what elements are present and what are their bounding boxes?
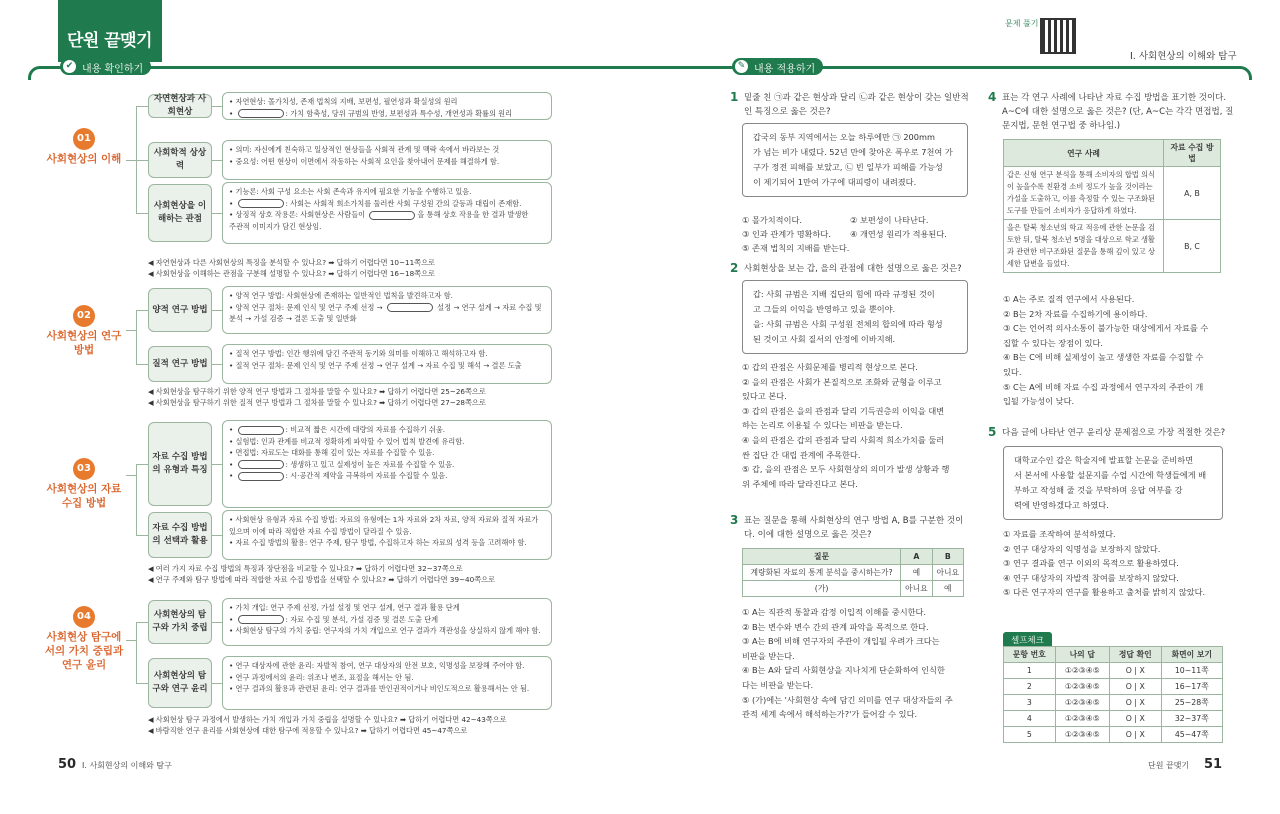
table-header: 나의 답 <box>1055 647 1109 663</box>
group-detail <box>222 598 552 646</box>
table-header-row <box>1004 140 1221 167</box>
detail-text: • <box>229 198 236 208</box>
chapter-title: Ⅰ. 사회현상의 이해와 탐구 <box>1130 51 1237 62</box>
passage-line: 이 제기되어 1만여 가구에 대피령이 내려졌다. <box>753 177 917 187</box>
passage-line: 을: 사회 규범은 사회 구성원 전체의 합의에 따라 형성 <box>753 319 943 329</box>
group-detail <box>222 286 552 334</box>
fill-blank[interactable] <box>238 199 284 208</box>
section-title: 사회현상의 이해 <box>46 153 122 165</box>
table-cell: ①②③④⑤ <box>1055 663 1109 679</box>
table-row <box>743 581 964 597</box>
connector-line <box>212 364 222 365</box>
unit-badge: 단원 끝맺기 <box>58 0 162 62</box>
table-cell: B, C <box>1164 220 1221 273</box>
content-check-pill: ✔ 내용 확인하기 <box>60 58 151 75</box>
group-label: 자료 수집 방법의 선택과 활용 <box>148 512 212 558</box>
detail-line <box>229 108 545 120</box>
passage-line: 부하고 작성해 줄 것을 부탁하며 응답 여부를 강 <box>1014 485 1183 495</box>
table-cell: 아니요 <box>932 565 963 581</box>
detail-text: • <box>229 471 236 480</box>
detail-line: • 양적 연구 방법: 사회현상에 존재하는 일반적인 법칙을 발견하고자 함. <box>229 291 453 300</box>
group-detail <box>222 344 552 384</box>
passage-line: 구가 정전 피해를 보았고, ㉡ 빈 일부가 피해를 가능성 <box>753 162 943 172</box>
table-cell: 1 <box>1004 663 1056 679</box>
answer-option: ② B는 2차 자료를 수집하기에 용이하다. <box>1003 308 1148 319</box>
self-check-line: ◀ 바람직한 연구 윤리를 사회현상에 대한 탐구에 적용할 수 있나요? ➡ 답하기 어렵다면 45~47쪽으로 <box>148 726 468 735</box>
group-detail <box>222 656 552 710</box>
table-row <box>1004 167 1221 220</box>
answer-option: ⑤ 다른 연구자의 연구를 활용하고 출처를 밝히지 않았다. <box>1003 587 1206 598</box>
connector-line <box>126 475 136 476</box>
answer-option: ③ C는 언어적 의사소통이 불가능한 대상에게서 자료를 수 <box>1003 323 1209 334</box>
question-stem: 표는 각 연구 사례에 나타난 자료 수집 방법을 표기한 것이다. <box>1002 93 1227 103</box>
check-icon: ✔ <box>63 60 76 73</box>
connector-line <box>126 330 136 331</box>
table-row <box>1004 663 1223 679</box>
question-number: 1 <box>730 90 739 104</box>
group-label: 사회학적 상상력 <box>148 142 212 178</box>
fill-blank[interactable] <box>238 109 284 118</box>
table-cell: ①②③④⑤ <box>1055 695 1109 711</box>
passage-line: 된 것이고 사회 질서의 안정에 이바지해. <box>753 334 896 344</box>
detail-line: 분석 → 가설 검증 → 결론 도출 및 일반화 <box>229 314 357 323</box>
detail-text: • 양적 연구 절차: 문제 인식 및 연구 주제 선정 → <box>229 302 385 312</box>
detail-line: • 면접법: 자료도는 대화를 통해 깊이 있는 자료를 수집할 수 있음. <box>229 448 435 457</box>
qr-label: 문제 풀기 <box>1005 19 1039 28</box>
detail-line: • 가치 개입: 연구 주제 선정, 가설 설정 및 연구 설계, 연구 결과 활용 단계 <box>229 603 460 612</box>
passage-line: 가 넘는 비가 내렸다. 52년 만에 찾아온 폭우로 7천여 가 <box>753 147 953 157</box>
question-stem: 인 특징으로 옳은 것은? <box>744 107 831 117</box>
detail-text: : 시·공간적 제약을 극복하여 자료를 수집할 수 있음. <box>285 471 448 480</box>
connector-line <box>212 310 222 311</box>
table-cell: (가) <box>743 581 901 597</box>
pencil-icon: ✎ <box>735 60 748 73</box>
detail-line: • 사회현상 유형과 자료 수집 방법: 자료의 유형에는 1차 자료와 2차 자료, 양적 자료와 질적 자료가 <box>229 515 539 524</box>
table-cell: 아니요 <box>901 581 932 597</box>
answer-option: ④ B는 C에 비해 실제성이 높고 생생한 자료를 수집할 수 <box>1003 352 1204 363</box>
detail-line <box>229 424 545 436</box>
footer-right-label: 단원 끝맺기 <box>1148 761 1190 770</box>
connector-line <box>136 622 137 683</box>
answer-option: 다는 비판을 받는다. <box>742 680 814 690</box>
qr-code-icon[interactable] <box>1040 18 1076 54</box>
table-cell: 16~17쪽 <box>1161 679 1222 695</box>
table-cell: 3 <box>1004 695 1056 711</box>
passage-box <box>742 123 968 197</box>
detail-text: • 상징적 상호 작용론: 사회현상은 사람들이 <box>229 210 368 219</box>
question-stem: 사회현상을 보는 갑, 을의 관점에 대한 설명으로 옳은 것은? <box>744 264 962 274</box>
answer-option: ① 갑의 관점은 사회문제를 병리적 현상으로 본다. <box>742 362 918 372</box>
fill-blank[interactable] <box>238 472 284 481</box>
answer-option: 입될 가능성이 낮다. <box>1003 396 1075 407</box>
answer-option: 위 주체에 따라 달라진다고 본다. <box>742 478 858 489</box>
table-cell: A, B <box>1164 167 1221 220</box>
footer-left-label: Ⅰ. 사회현상의 이해와 탐구 <box>82 761 172 770</box>
detail-line: • 사회현상 탐구의 가치 중립: 연구자의 가치 개입으로 연구 결과가 객관성을 상실하지 않게 해야 함. <box>229 626 541 635</box>
table-cell: O | X <box>1109 711 1161 727</box>
group-detail <box>222 140 552 180</box>
table-cell: 을은 탈북 청소년의 학교 적응에 관한 논문을 검토한 뒤, 탈북 청소년 5명을 대상으로 학교 생활과 관련한 비구조화된 질문을 통해 깊이 있고 상세한 답변을 들었다. <box>1004 220 1164 273</box>
table-header: 화면이 보기 <box>1161 647 1222 663</box>
detail-text: 설정 → 연구 설계 → 자료 수집 및 <box>434 302 542 312</box>
self-check-line: ◀ 사회현상을 탐구하기 위한 양적 연구 방법과 그 절차를 말할 수 있나요? ➡ 답하기 어렵다면 25~26쪽으로 <box>148 387 486 396</box>
answer-option: ⑤ 존재 법칙의 지배를 받는다. <box>742 243 850 253</box>
group-label: 사회현상의 탐구와 연구 윤리 <box>148 658 212 708</box>
table-cell: 4 <box>1004 711 1056 727</box>
table-row <box>1004 679 1223 695</box>
answer-option: ⑤ C는 A에 비해 자료 수집 과정에서 연구자의 주관이 개 <box>1003 381 1204 392</box>
passage-box <box>742 280 968 354</box>
section-title: 사회현상의 연구 방법 <box>46 330 122 356</box>
connector-line <box>136 683 148 684</box>
table-header: 질문 <box>743 549 901 565</box>
group-detail <box>222 510 552 560</box>
fill-blank[interactable] <box>387 303 433 312</box>
detail-text: : 비교적 짧은 시간에 대량의 자료를 수집하기 쉬움. <box>285 425 446 434</box>
table-cell: O | X <box>1109 727 1161 743</box>
self-check-table <box>1003 646 1223 743</box>
detail-text: : 가치 함축성, 당위 규범의 반영, 보편성과 특수성, 개연성과 확률의 원리 <box>285 108 513 118</box>
connector-line <box>212 106 222 107</box>
answer-option: ③ 연구 결과를 연구 이외의 목적으로 활용하였다. <box>1003 558 1179 569</box>
answer-option: 관적 세계 속에서 해석하는가?'가 들어갈 수 있다. <box>742 709 918 720</box>
detail-line: • 연구 결과의 활용과 관련된 윤리: 연구 결과를 반인권적이거나 비인도적으로 활용해서는 안 됨. <box>229 684 530 693</box>
answer-option: 하는 논리로 이용될 수 있다는 비판을 받는다. <box>742 420 903 431</box>
answer-option: ④ 을의 관점은 갑의 관점과 달리 사회적 희소가치를 둘러 <box>742 435 945 445</box>
connector-line <box>136 464 137 535</box>
passage-line: 고 그들의 이익을 반영하고 있을 뿐이야. <box>753 304 896 314</box>
detail-line <box>229 470 545 482</box>
detail-text: • <box>229 614 236 624</box>
header-rule <box>28 66 1252 80</box>
table-cell: O | X <box>1109 663 1161 679</box>
page-number-left: 50 <box>58 757 77 772</box>
answer-option: ① 자료를 조작하여 분석하였다. <box>1003 529 1116 539</box>
detail-text: : 사회는 사회적 희소가치를 둘러싼 사회 구성원 간의 갈등과 대립이 존재함. <box>285 198 522 208</box>
content-apply-pill: ✎ 내용 적용하기 <box>732 58 823 75</box>
table-row <box>743 565 964 581</box>
table-header: 정답 확인 <box>1109 647 1161 663</box>
answer-option: 집할 수 있다는 장점이 있다. <box>1003 337 1104 348</box>
table-row <box>1004 695 1223 711</box>
table-cell: ①②③④⑤ <box>1055 727 1109 743</box>
detail-line: • 기능론: 사회 구성 요소는 사회 존속과 유지에 필요한 기능을 수행하고 있음. <box>229 187 472 196</box>
answer-option: 싼 집단 간 대립 관계에 주목한다. <box>742 449 861 460</box>
answer-option: ③ A는 B에 비해 연구자의 주관이 개입될 우려가 크다는 <box>742 636 940 647</box>
self-check-line: ◀ 자연현상과 다른 사회현상의 특징을 분석할 수 있나요? ➡ 답하기 어렵다면 10~11쪽으로 <box>148 258 435 267</box>
detail-text: • <box>229 425 236 434</box>
table-header: B <box>932 549 963 565</box>
detail-line <box>229 614 545 626</box>
table-cell: 5 <box>1004 727 1056 743</box>
detail-text: : 생생하고 있고 실제성이 높은 자료를 수집할 수 있음. <box>285 459 455 469</box>
detail-line <box>229 209 545 221</box>
group-detail <box>222 182 552 244</box>
answer-option: ② B는 변수와 변수 간의 관계 파악을 목적으로 한다. <box>742 621 929 632</box>
section-number: 04 <box>73 606 95 628</box>
detail-line <box>229 198 545 210</box>
connector-line <box>136 106 148 107</box>
connector-line <box>136 464 148 465</box>
table-cell: 갑은 신형 연구 분석을 통해 소비자의 합법 의식이 높을수록 친환경 소비 정도가 높을 것이라는 가설을 도출하고, 이를 측정할 수 있는 구조화된 도구를 만들어 소비자가 응답하게 하였다. <box>1004 167 1164 220</box>
answer-option: ③ 갑의 관점은 을의 관점과 달리 기득권층의 이익을 대변 <box>742 405 945 416</box>
detail-line: • 중요성: 어떤 현상이 이면에서 작동하는 사회적 요인을 찾아내어 문제를 해결하게 함. <box>229 156 500 166</box>
question-number: 3 <box>730 513 739 527</box>
self-check-line: ◀ 사회현상을 탐구하기 위한 질적 연구 방법과 그 절차를 말할 수 있나요? ➡ 답하기 어렵다면 27~28쪽으로 <box>148 398 486 407</box>
connector-line <box>126 160 136 161</box>
table-cell: 계량화된 자료의 통계 분석을 중시하는가? <box>743 565 901 581</box>
answer-option: 있다고 본다. <box>742 391 787 402</box>
section-title: 사회현상의 자료 수집 방법 <box>46 483 122 509</box>
question-stem: 다음 글에 나타난 연구 윤리상 문제점으로 가장 적절한 것은? <box>1002 428 1226 438</box>
answer-option: ⑤ 갑, 을의 관점은 모두 사회현상의 의미가 발생 상황과 행 <box>742 464 950 475</box>
fill-blank[interactable] <box>238 426 284 435</box>
answer-option: ① A는 주로 질적 연구에서 사용된다. <box>1003 294 1135 304</box>
question-stem: 문지법, 문헌 연구법 중 하나임.) <box>1002 121 1121 131</box>
connector-line <box>212 160 222 161</box>
question-table <box>1003 139 1221 273</box>
group-label: 양적 연구 방법 <box>148 288 212 332</box>
question-number: 5 <box>988 425 997 439</box>
connector-line <box>136 213 148 214</box>
section-number: 03 <box>73 458 95 480</box>
table-header: A <box>901 549 932 565</box>
group-label: 자연현상과 사회현상 <box>148 94 212 118</box>
detail-line <box>229 302 545 314</box>
section-number: 02 <box>73 305 95 327</box>
group-detail <box>222 420 552 508</box>
detail-line: • 자료 수집 방법의 활용: 연구 주제, 탐구 방법, 수집하고자 하는 자료의 성격 등을 고려해야 함. <box>229 538 527 547</box>
detail-line: • 실험법: 인과 관계를 비교적 정확하게 파악할 수 있어 법칙 발견에 유리함. <box>229 436 465 446</box>
answer-option: 비판을 받는다. <box>742 650 795 661</box>
section-title: 사회현상 탐구에서의 가치 중립과 연구 윤리 <box>44 631 124 671</box>
self-check-label: 셀프체크 <box>1003 632 1052 648</box>
question-stem: A~C에 대한 설명으로 옳은 것은? (단, A~C는 각각 면접법, 질 <box>1002 107 1234 117</box>
question-number: 4 <box>988 90 997 104</box>
answer-option: ② 을의 관점은 사회가 본질적으로 조화와 균형을 이루고 <box>742 376 942 387</box>
connector-line <box>136 622 148 623</box>
connector-line <box>212 683 222 684</box>
connector-line <box>212 535 222 536</box>
table-header: 연구 사례 <box>1004 140 1164 167</box>
table-cell: ①②③④⑤ <box>1055 711 1109 727</box>
detail-line: 주관적 이미지가 담긴 현상임. <box>229 221 322 231</box>
detail-text: : 자료 수집 및 분석, 가설 검증 및 결론 도출 단계 <box>285 614 439 624</box>
table-cell: 32~37쪽 <box>1161 711 1222 727</box>
passage-line: 갑국의 동부 지역에서는 오늘 하루에만 ㉠ 200mm <box>753 132 935 142</box>
answer-option: ③ 인과 관계가 명확하다. <box>742 229 831 239</box>
table-cell: O | X <box>1109 679 1161 695</box>
passage-line: 서 본서에 사용할 설문지를 수업 시간에 학생들에게 배 <box>1014 470 1207 480</box>
detail-line: 있으며 이에 따라 적합한 자료 수집 방법이 달라질 수 있음. <box>229 526 412 536</box>
answer-option: 있다. <box>1003 367 1022 377</box>
self-check-line: ◀ 사회현상 탐구 과정에서 발생하는 가치 개입과 가치 중립을 설명할 수 있나요? ➡ 답하기 어렵다면 42~43쪽으로 <box>148 715 507 724</box>
table-row <box>1004 727 1223 743</box>
table-header-row <box>1004 647 1223 663</box>
passage-box <box>1003 446 1223 520</box>
question-stem: 다. 이에 대한 설명으로 옳은 것은? <box>744 530 872 540</box>
question-stem: 표는 질문을 통해 사회현상의 연구 방법 A, B를 구분한 것이 <box>744 516 964 526</box>
detail-text: 을 통해 상호 작용을 한 결과 발생한 <box>417 210 529 219</box>
table-cell: 25~28쪽 <box>1161 695 1222 711</box>
answer-option: ⑤ (가)에는 '사회현상 속에 담긴 의미를 연구 대상자들의 주 <box>742 694 953 705</box>
connector-line <box>136 535 148 536</box>
passage-line: 력에 반영하겠다고 하였다. <box>1014 500 1109 510</box>
connector-line <box>136 364 148 365</box>
answer-option: ④ 연구 대상자의 자발적 참여를 보장하지 않았다. <box>1003 572 1179 583</box>
passage-line: 대학교수인 갑은 학술지에 발표할 논문을 준비하면 <box>1014 455 1194 465</box>
connector-line <box>212 622 222 623</box>
table-header-row <box>743 549 964 565</box>
group-detail <box>222 92 552 120</box>
detail-line: • 연구 과정에서의 윤리: 위조나 변조, 표절을 해서는 안 됨. <box>229 672 414 682</box>
detail-line: • 연구 대상자에 관한 윤리: 자발적 참여, 연구 대상자의 안전 보호, 익명성을 보장해 주어야 함. <box>229 661 525 670</box>
question-stem: 밑줄 친 ㉠과 같은 현상과 달리 ㉡과 같은 현상이 갖는 일반적 <box>744 93 969 103</box>
group-label: 사회현상의 탐구와 가치 중립 <box>148 600 212 644</box>
table-row <box>1004 711 1223 727</box>
table-header: 문항 번호 <box>1004 647 1056 663</box>
answer-option: ④ 개연성 원리가 적용된다. <box>850 229 947 239</box>
fill-blank[interactable] <box>238 460 284 469</box>
answer-option: ② 연구 대상자의 익명성을 보장하지 않았다. <box>1003 543 1161 554</box>
connector-line <box>136 160 148 161</box>
page-number-right: 51 <box>1204 757 1223 772</box>
answer-option: ④ B는 A와 달리 사회현상을 지나치게 단순화하여 인식한 <box>742 665 945 676</box>
detail-line: • 의미: 자신에게 친숙하고 일상적인 현상들을 사회적 관계 및 맥락 속에서 바라보는 것 <box>229 145 500 154</box>
self-check-line: ◀ 여러 가지 자료 수집 방법의 특징과 장단점을 비교할 수 있나요? ➡ 답하기 어렵다면 32~37쪽으로 <box>148 564 463 573</box>
question-number: 2 <box>730 261 739 275</box>
table-cell: 45~47쪽 <box>1161 727 1222 743</box>
connector-line <box>212 213 222 214</box>
answer-option: ② 보편성이 나타난다. <box>850 215 929 225</box>
detail-text: • <box>229 459 236 469</box>
table-cell: O | X <box>1109 695 1161 711</box>
group-label: 자료 수집 방법의 유형과 특징 <box>148 422 212 506</box>
question-table <box>742 548 964 597</box>
connector-line <box>136 310 148 311</box>
table-cell: ①②③④⑤ <box>1055 679 1109 695</box>
answer-option: ① 몰가치적이다. <box>742 215 802 225</box>
self-check-line: ◀ 사회현상을 이해하는 관점을 구분해 설명할 수 있나요? ➡ 답하기 어렵다면 16~18쪽으로 <box>148 269 435 278</box>
group-label: 사회현상을 이해하는 관점 <box>148 184 212 242</box>
group-label: 질적 연구 방법 <box>148 346 212 382</box>
detail-line: • 자연현상: 몰가치성, 존재 법칙의 지배, 보편성, 필연성과 확실성의 원리 <box>229 97 458 106</box>
answer-option: ① A는 직관적 통찰과 감정 이입적 이해를 중시한다. <box>742 607 927 617</box>
self-check-line: ◀ 연구 주제와 탐구 방법에 따라 적합한 자료 수집 방법을 선택할 수 있나요? ➡ 답하기 어렵다면 39~40쪽으로 <box>148 575 496 584</box>
connector-line <box>136 310 137 364</box>
detail-line: • 질적 연구 방법: 인간 행위에 담긴 주관적 동기와 의미를 이해하고 해석하고자 함. <box>229 349 488 358</box>
connector-line <box>212 464 222 465</box>
detail-line <box>229 459 545 471</box>
passage-line: 갑: 사회 규범은 지배 집단의 힘에 따라 규정된 것이 <box>753 289 935 299</box>
connector-line <box>126 640 136 641</box>
table-row <box>1004 220 1221 273</box>
table-cell: 10~11쪽 <box>1161 663 1222 679</box>
fill-blank[interactable] <box>369 211 415 220</box>
table-header: 자료 수집 방법 <box>1164 140 1221 167</box>
detail-line: • 질적 연구 절차: 문제 인식 및 연구 주제 선정 → 연구 설계 → 자료 수집 및 해석 → 결론 도출 <box>229 360 522 370</box>
fill-blank[interactable] <box>238 615 284 624</box>
detail-text: • <box>229 108 236 118</box>
table-cell: 예 <box>901 565 932 581</box>
section-number: 01 <box>73 128 95 150</box>
table-cell: 예 <box>932 581 963 597</box>
table-cell: 2 <box>1004 679 1056 695</box>
